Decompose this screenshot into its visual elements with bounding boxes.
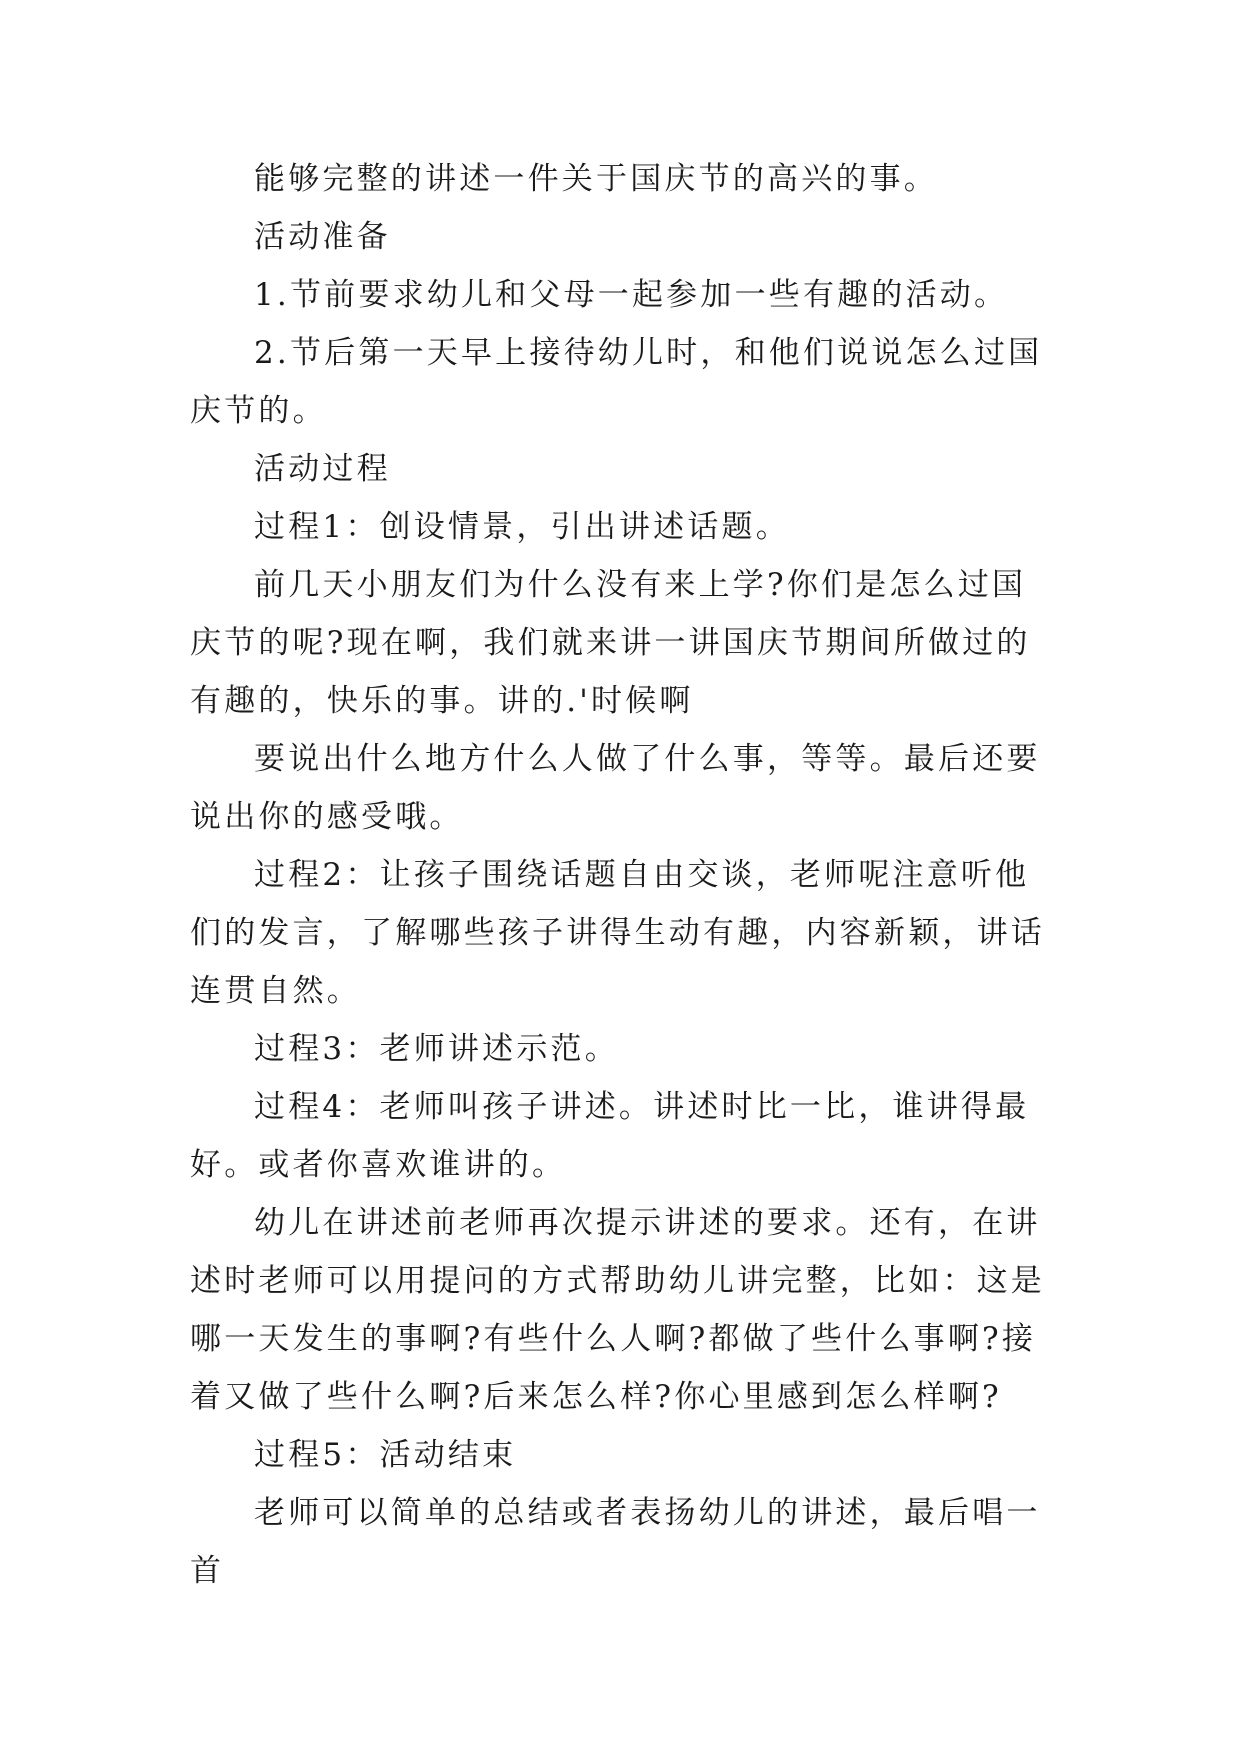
paragraph-goal: 能够完整的讲述一件关于国庆节的高兴的事。 — [254, 161, 938, 197]
paragraph-step-1-detail: 前几天小朋友们为什么没有来上学?你们是怎么过国庆节的呢?现在啊，我们就来讲一讲国庆节期间所做过的有趣的，快乐的事。讲的.'时候啊 — [190, 567, 1031, 719]
paragraph-step-3: 过程3：老师讲述示范。 — [254, 1031, 619, 1067]
paragraph-step-2: 过程2：让孩子围绕话题自由交谈，老师呢注意听他们的发言，了解哪些孩子讲得生动有趣，内容新颖，讲话连贯自然。 — [190, 857, 1045, 1009]
heading-process: 活动过程 — [254, 451, 391, 487]
paragraph-prep-2: 2.节后第一天早上接待幼儿时，和他们说说怎么过国庆节的。 — [190, 335, 1043, 429]
paragraph-prep-1: 1.节前要求幼儿和父母一起参加一些有趣的活动。 — [254, 277, 1009, 313]
paragraph-step-4: 过程4：老师叫孩子讲述。讲述时比一比，谁讲得最好。或者你喜欢谁讲的。 — [190, 1089, 1030, 1183]
paragraph-step-1-detail-2: 要说出什么地方什么人做了什么事，等等。最后还要说出你的感受哦。 — [190, 741, 1041, 835]
heading-preparation: 活动准备 — [254, 219, 391, 255]
paragraph-step-5-detail: 老师可以简单的总结或者表扬幼儿的讲述，最后唱一首 — [190, 1495, 1041, 1589]
paragraph-step-4-detail: 幼儿在讲述前老师再次提示讲述的要求。还有，在讲述时老师可以用提问的方式帮助幼儿讲完整，比如：这是哪一天发生的事啊?有些什么人啊?都做了些什么事啊?接着又做了些什么啊?后来怎么样?你心里感到怎么样啊? — [190, 1205, 1045, 1415]
paragraph-step-5: 过程5：活动结束 — [254, 1437, 517, 1473]
paragraph-step-1: 过程1：创设情景，引出讲述话题。 — [254, 509, 790, 545]
document-page — [190, 150, 1050, 1600]
